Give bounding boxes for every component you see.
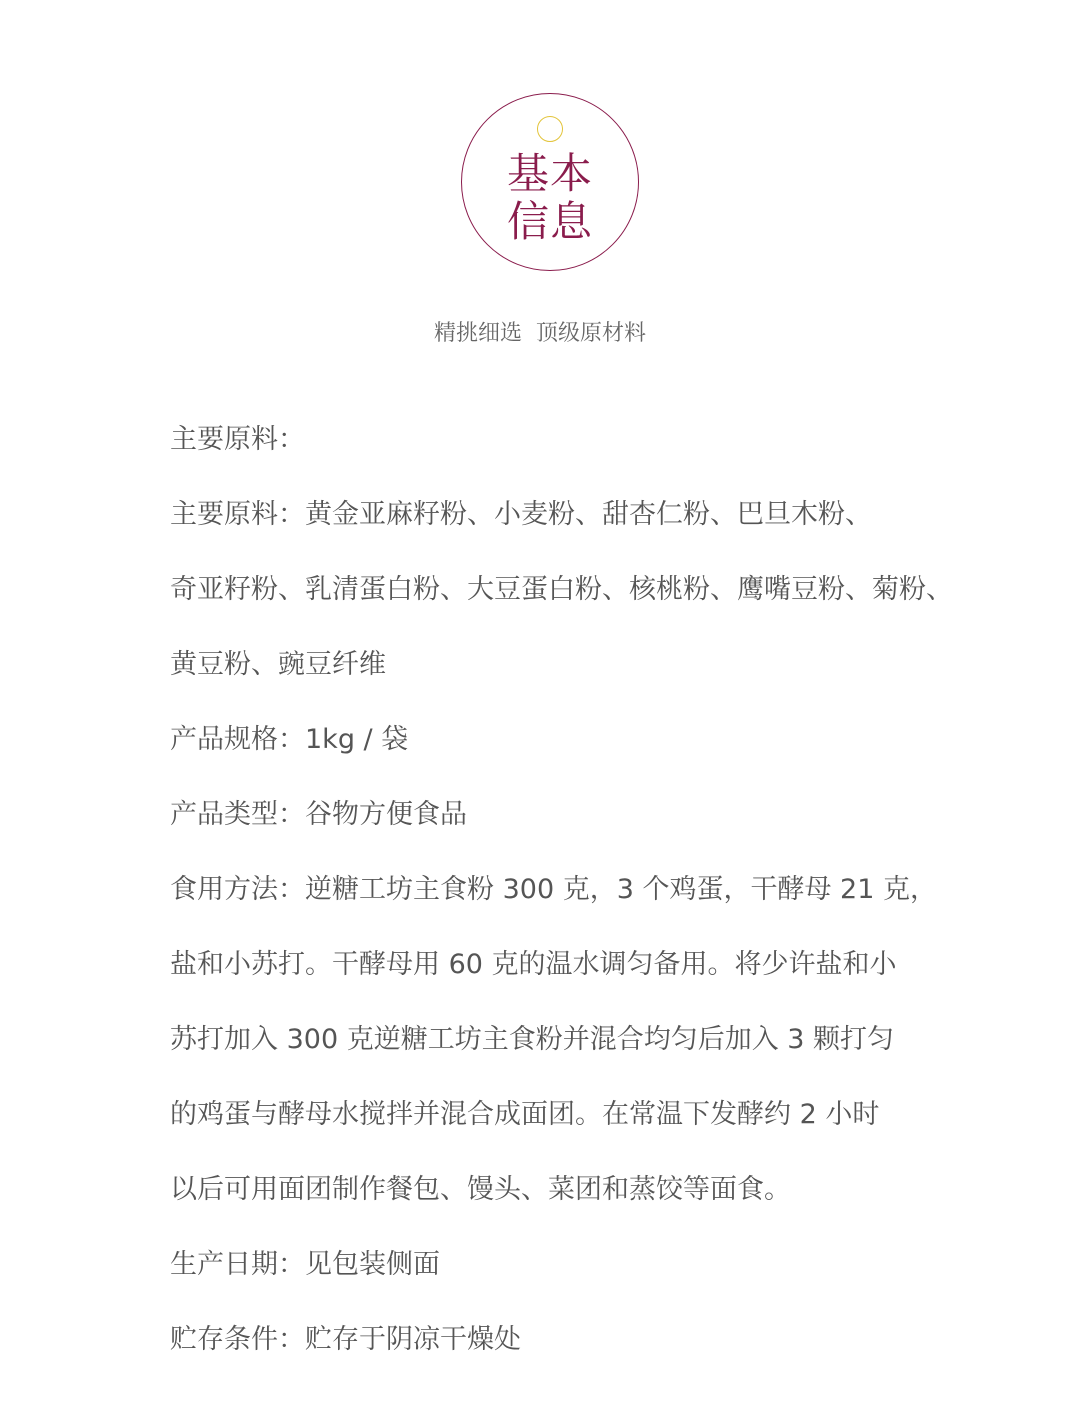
info-line: 苏打加入 300 克逆糖工坊主食粉并混合均匀后加入 3 颗打匀: [170, 1024, 895, 1055]
info-line: 产品规格：1kg / 袋: [170, 724, 409, 755]
info-line: 食用方法：逆糖工坊主食粉 300 克，3 个鸡蛋，干酵母 21 克，: [170, 874, 937, 905]
info-line: 以后可用面团制作餐包、馒头、菜团和蒸饺等面食。: [170, 1174, 791, 1205]
info-line: 奇亚籽粉、乳清蛋白粉、大豆蛋白粉、核桃粉、鹰嘴豆粉、菊粉、: [170, 574, 953, 605]
circle-dot-icon: [537, 116, 563, 142]
info-line: 主要原料：: [170, 424, 305, 455]
section-title-line-1: 基本: [506, 149, 593, 198]
info-line: 的鸡蛋与酵母水搅拌并混合成面团。在常温下发酵约 2 小时: [170, 1099, 880, 1130]
info-line: 生产日期：见包装侧面: [170, 1249, 440, 1280]
info-line: 产品类型：谷物方便食品: [170, 799, 467, 830]
info-line: 主要原料：黄金亚麻籽粉、小麦粉、甜杏仁粉、巴旦木粉、: [170, 499, 872, 530]
info-line: 黄豆粉、豌豆纤维: [170, 649, 386, 680]
product-info-body: [170, 402, 970, 1377]
section-subtitle: 精挑细选 顶级原材料: [434, 321, 646, 346]
section-title-line-2: 信息: [506, 197, 593, 246]
section-title: [461, 150, 639, 246]
info-line: 贮存条件：贮存于阴凉干燥处: [170, 1324, 521, 1355]
info-line: 盐和小苏打。干酵母用 60 克的温水调匀备用。将少许盐和小: [170, 949, 897, 980]
